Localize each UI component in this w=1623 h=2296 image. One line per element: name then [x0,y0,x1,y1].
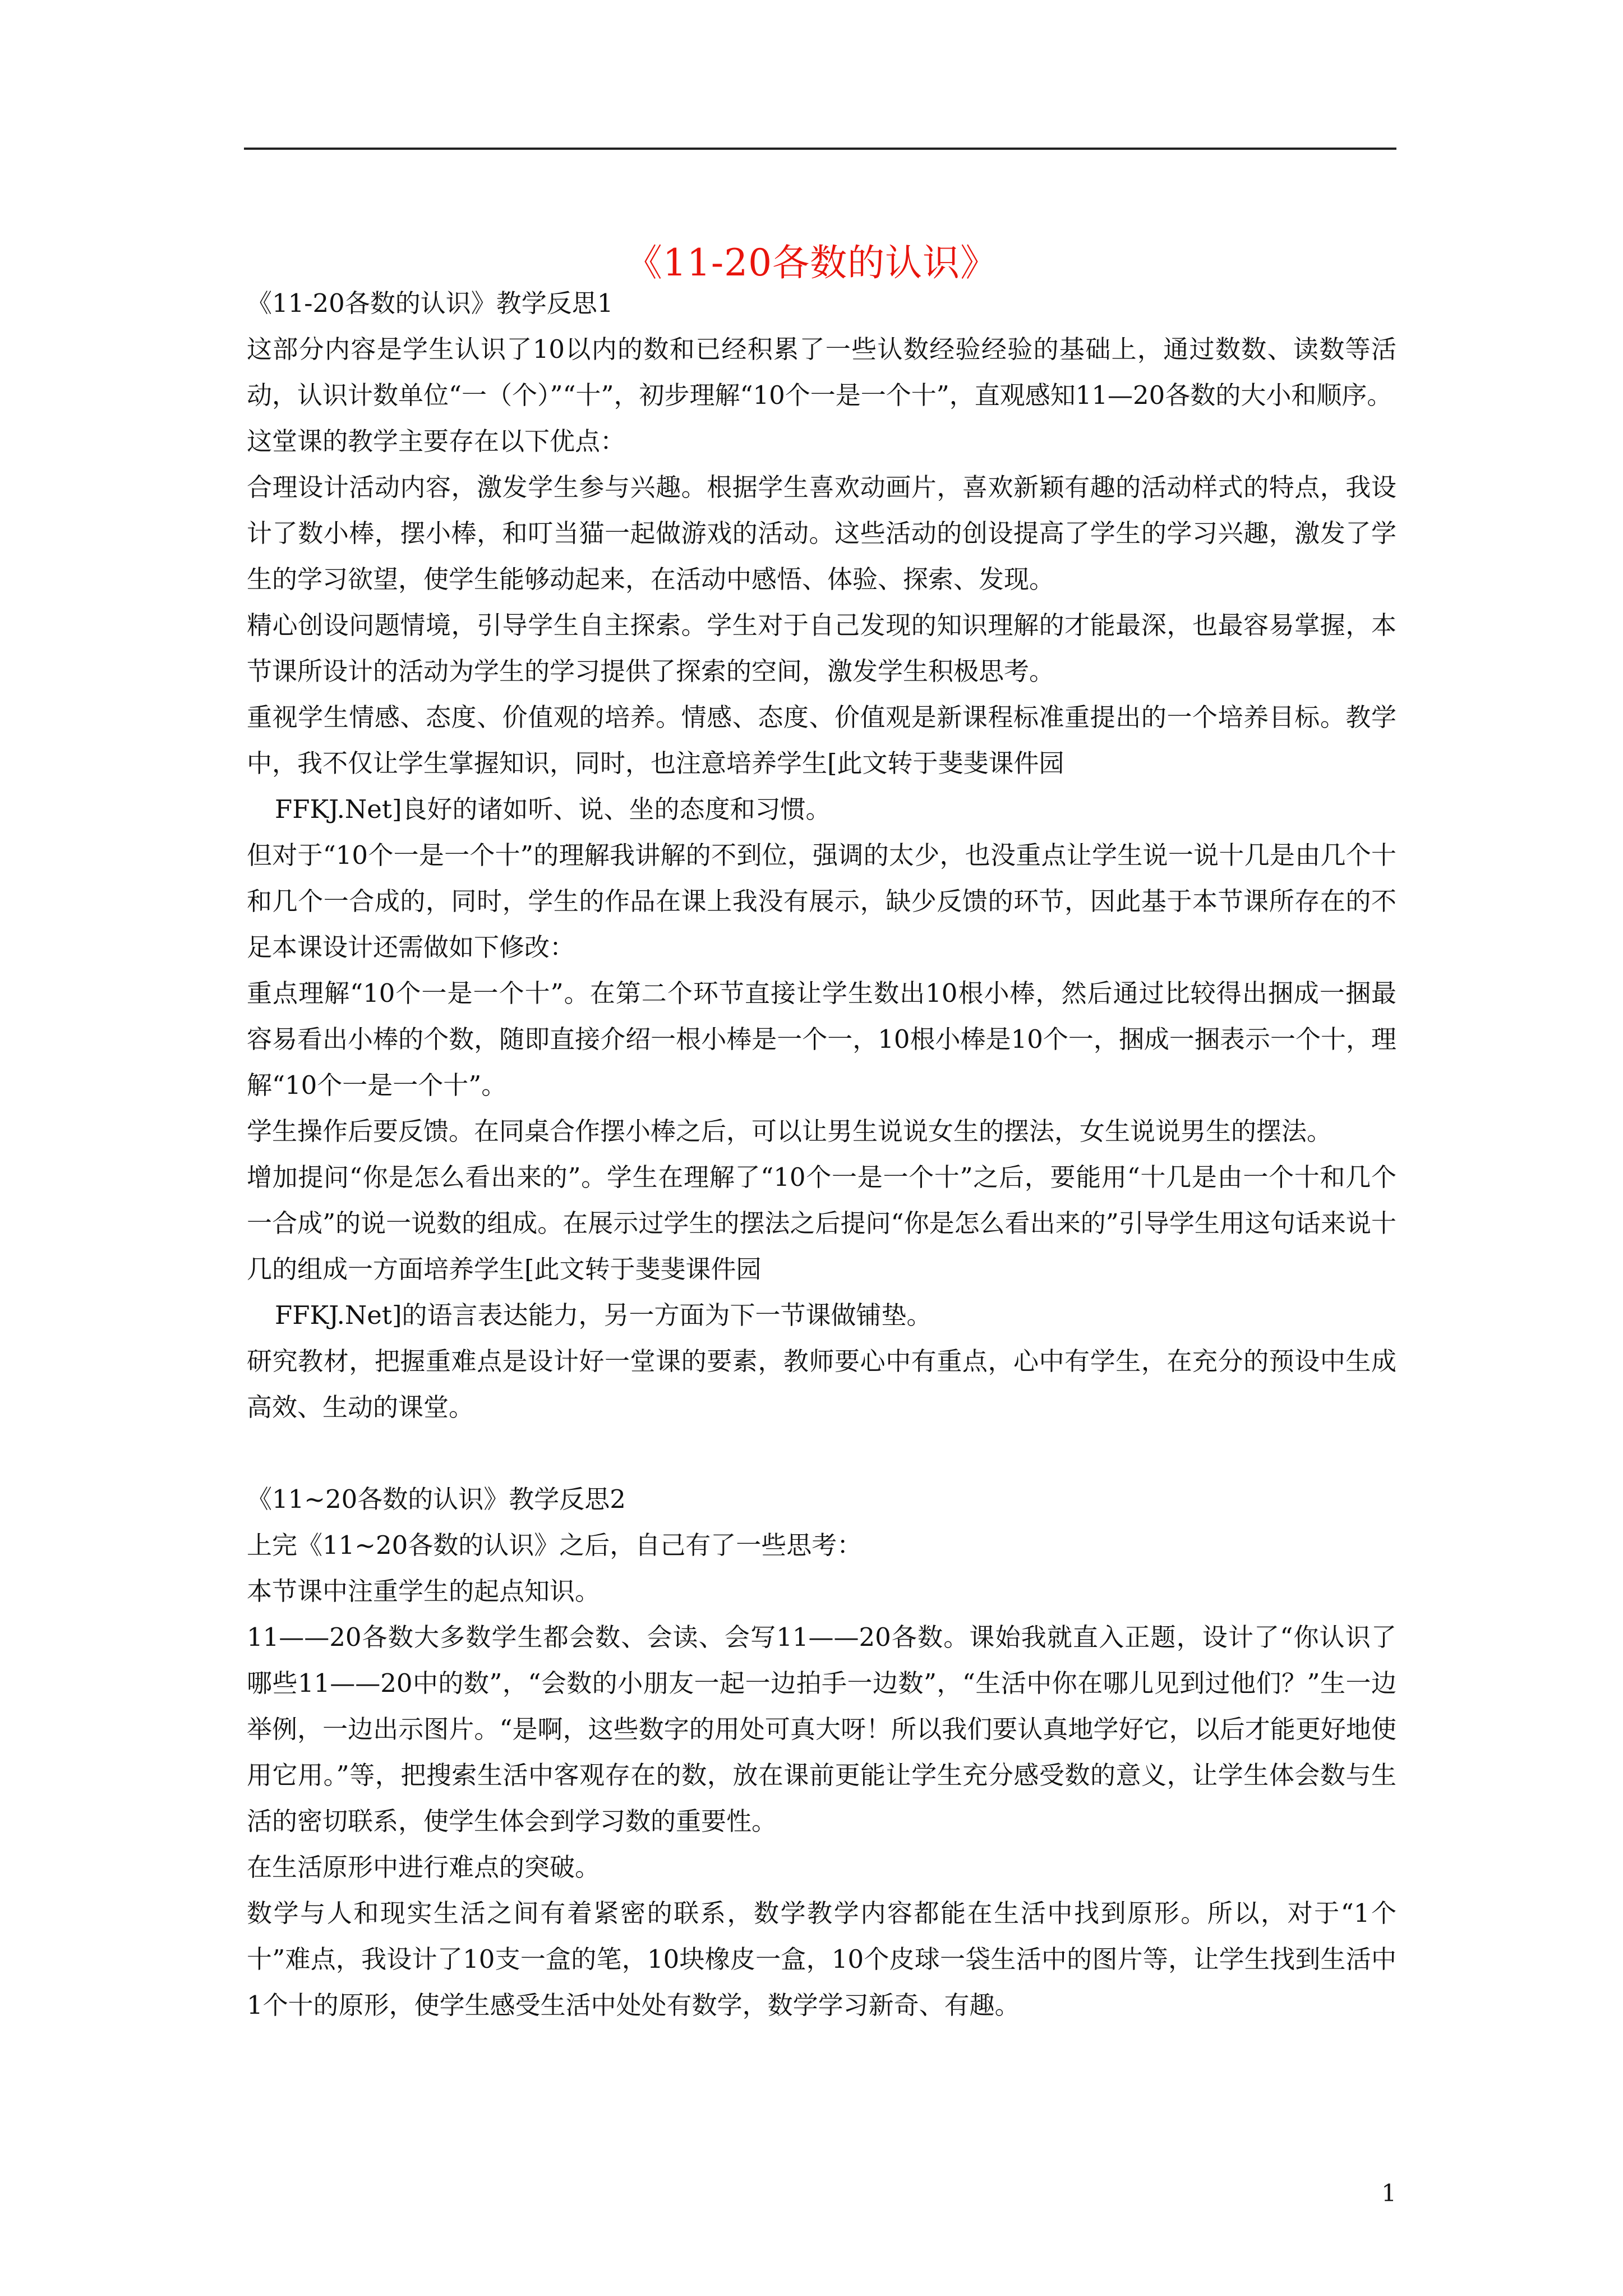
paragraph: 合理设计活动内容，激发学生参与兴趣。根据学生喜欢动画片，喜欢新颖有趣的活动样式的特点，我设计了数小棒，摆小棒，和叮当猫一起做游戏的活动。这些活动的创设提高了学生的学习兴趣，激发了学生的学习欲望，使学生能够动起来，在活动中感悟、体验、探索、发现。 [247,472,1396,594]
paragraph: 数学与人和现实生活之间有着紧密的联系，数学教学内容都能在生活中找到原形。所以，对于“1个十”难点，我设计了10支一盒的笔，10块橡皮一盒，10个皮球一袋生活中的图片等，让学生找到生活中1个十的原形，使学生感受生活中处处有数学，数学学习新奇、有趣。 [247,1898,1396,2020]
document-title: 《11-20各数的认识》 [625,241,998,285]
paragraph: 精心创设问题情境，引导学生自主探索。学生对于自己发现的知识理解的才能最深，也最容易掌握，本节课所设计的活动为学生的学习提供了探索的空间，激发学生积极思考。 [247,610,1396,686]
paragraph: 学生操作后要反馈。在同桌合作摆小棒之后，可以让男生说说女生的摆法，女生说说男生的摆法。 [247,1116,1332,1146]
paragraph: 重视学生情感、态度、价值观的培养。情感、态度、价值观是新课程标准重提出的一个培养目标。教学中，我不仅让学生掌握知识，同时，也注意培养学生[此文转于斐斐课件园 [247,702,1396,778]
paragraph: 研究教材，把握重难点是设计好一堂课的要素，教师要心中有重点，心中有学生，在充分的预设中生成高效、生动的课堂。 [247,1346,1396,1422]
section-heading: 《11-20各数的认识》教学反思1 [247,288,614,318]
paragraph: 上完《11~20各数的认识》之后，自己有了一些思考： [247,1530,863,1560]
document-body [247,280,1396,2028]
paragraph: 本节课中注重学生的起点知识。 [247,1576,601,1606]
section-spacer [247,1430,1396,1476]
paragraph: 增加提问“你是怎么看出来的”。学生在理解了“10个一是一个十”之后，要能用“十几是由一个十和几个一合成”的说一说数的组成。在展示过学生的摆法之后提问“你是怎么看出来的”引导学生用这句话来说十几的组成一方面培养学生[此文转于斐斐课件园 [247,1162,1396,1284]
paragraph: 这堂课的教学主要存在以下优点： [247,426,626,456]
paragraph: FFKJ.Net]的语言表达能力，另一方面为下一节课做铺垫。 [275,1300,932,1330]
header-rule [244,148,1396,150]
paragraph: 但对于“10个一是一个十”的理解我讲解的不到位，强调的太少，也没重点让学生说一说十几是由几个十和几个一合成的，同时，学生的作品在课上我没有展示，缺少反馈的环节，因此基于本节课所存在的不足本课设计还需做如下修改： [247,840,1396,962]
paragraph: 11——20各数大多数学生都会数、会读、会写11——20各数。课始我就直入正题，设计了“你认识了哪些11——20中的数”，“会数的小朋友一起一边拍手一边数”，“生活中你在哪儿见到过他们？”生一边举例，一边出示图片。“是啊，这些数字的用处可真大呀！所以我们要认真地学好它，以后才能更好地使用它用。”等，把搜索生活中客观存在的数，放在课前更能让学生充分感受数的意义，让学生体会数与生活的密切联系，使学生体会到学习数的重要性。 [247,1622,1396,1836]
paragraph: 在生活原形中进行难点的突破。 [247,1852,601,1882]
paragraph: 重点理解“10个一是一个十”。在第二个环节直接让学生数出10根小棒，然后通过比较得出捆成一捆最容易看出小棒的个数，随即直接介绍一根小棒是一个一，10根小棒是10个一，捆成一捆表示一个十，理解“10个一是一个十”。 [247,978,1396,1100]
paragraph: FFKJ.Net]良好的诸如听、说、坐的态度和习惯。 [275,794,831,824]
page-number: 1 [1381,2179,1396,2207]
section-heading: 《11~20各数的认识》教学反思2 [247,1484,626,1514]
paragraph: 这部分内容是学生认识了10以内的数和已经积累了一些认数经验经验的基础上，通过数数、读数等活动，认识计数单位“一（个）”“十”，初步理解“10个一是一个十”，直观感知11—20各数的大小和顺序。 [247,334,1396,410]
